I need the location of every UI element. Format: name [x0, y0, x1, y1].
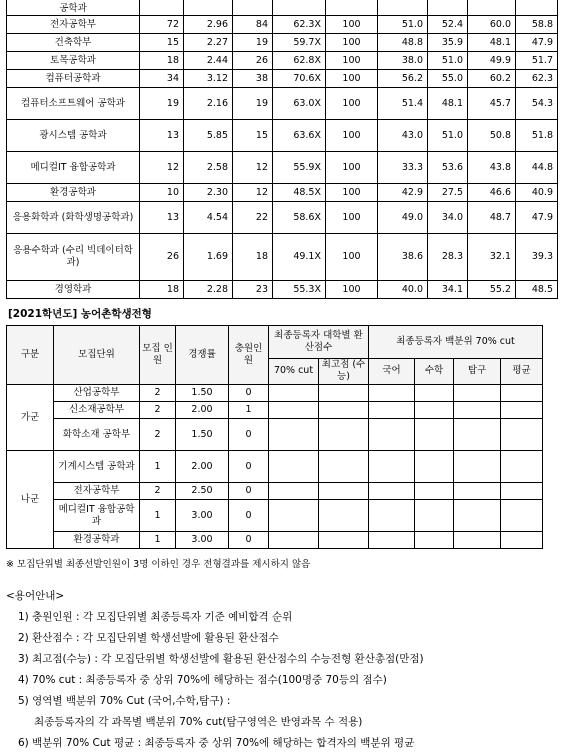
note: ※ 모집단위별 최종선발인원이 3명 이하인 경우 전형결과를 제시하지 않음: [6, 559, 311, 570]
cell-value: 19: [233, 34, 273, 52]
cell-value: 51.0: [378, 16, 428, 34]
cell-value: 28.3: [428, 234, 468, 281]
unit-name: 전자공학부: [54, 483, 140, 500]
table-row: [7, 532, 543, 549]
cell-value: 38.0: [378, 52, 428, 70]
ratio-value: 2.00: [176, 451, 229, 483]
section-title: [2021학년도] 농어촌학생전형: [8, 308, 152, 320]
cell-value: 63.6X: [273, 120, 326, 152]
cell-value: 100: [326, 34, 378, 52]
unit-name: 컴퓨터소프트웨어 공학과: [7, 88, 140, 120]
quota-value: 1: [140, 500, 176, 532]
ratio-value: 1.50: [176, 385, 229, 402]
cell-value: 15: [140, 34, 184, 52]
header-explore: 탐구: [454, 358, 501, 384]
table-row: [7, 483, 543, 500]
cell-value: 48.5X: [273, 184, 326, 202]
header-pct-cut: 최종등록자 백분위 70% cut: [369, 326, 543, 359]
unit-name: 기계시스템 공학과: [54, 451, 140, 483]
quota-value: 1: [140, 532, 176, 549]
table-row: [7, 419, 543, 451]
cell-value: 18: [140, 281, 184, 299]
cell-value: 2.16: [184, 88, 233, 120]
header-unit: 모집단위: [54, 326, 140, 385]
cell-value: 54.3: [516, 88, 558, 120]
cell-value: 43.8: [468, 152, 516, 184]
cell-value: 13: [140, 120, 184, 152]
unit-name: 신소재공학부: [54, 402, 140, 419]
empty-cell: [269, 402, 319, 419]
cell-value: [326, 0, 378, 16]
header-max: 최고점 (수능): [319, 358, 369, 384]
cell-value: 100: [326, 234, 378, 281]
cell-value: 22: [233, 202, 273, 234]
unit-name: 공학과: [7, 0, 140, 16]
table-row: [7, 402, 543, 419]
cell-value: 100: [326, 52, 378, 70]
quota-value: 2: [140, 483, 176, 500]
cell-value: 55.3X: [273, 281, 326, 299]
ratio-value: 2.00: [176, 402, 229, 419]
cell-value: [468, 0, 516, 16]
filled-value: 0: [229, 483, 269, 500]
guide-item: 2) 환산점수 : 각 모집단위별 학생선발에 활용된 환산점수: [18, 632, 279, 644]
unit-name: 화학소재 공학부: [54, 419, 140, 451]
cell-value: 100: [326, 281, 378, 299]
table-row: [7, 385, 543, 402]
cell-value: 27.5: [428, 184, 468, 202]
empty-cell: [369, 532, 415, 549]
empty-cell: [454, 483, 501, 500]
cell-value: 39.3: [516, 234, 558, 281]
guide-item: 최종등록자의 각 과목별 백분위 70% cut(탐구영역은 반영과목 수 적용): [34, 716, 363, 728]
cell-value: 26: [233, 52, 273, 70]
table-row: [7, 152, 558, 184]
empty-cell: [415, 532, 454, 549]
empty-cell: [369, 402, 415, 419]
cell-value: 51.4: [378, 88, 428, 120]
cell-value: 84: [233, 16, 273, 34]
cell-value: 18: [140, 52, 184, 70]
empty-cell: [415, 385, 454, 402]
quota-value: 2: [140, 402, 176, 419]
cell-value: 32.1: [468, 234, 516, 281]
table-row: [7, 16, 558, 34]
empty-cell: [501, 451, 543, 483]
ratio-value: 2.50: [176, 483, 229, 500]
unit-name: 토목공학과: [7, 52, 140, 70]
table-row: [7, 184, 558, 202]
unit-name: 산업공학부: [54, 385, 140, 402]
cell-value: 59.7X: [273, 34, 326, 52]
cell-value: 100: [326, 184, 378, 202]
empty-cell: [369, 419, 415, 451]
cell-value: 34.1: [428, 281, 468, 299]
cell-value: 19: [233, 88, 273, 120]
cell-value: 12: [233, 184, 273, 202]
results-table-continued: [6, 0, 558, 299]
cell-value: 53.6: [428, 152, 468, 184]
cell-value: 19: [140, 88, 184, 120]
ratio-value: 3.00: [176, 500, 229, 532]
cell-value: [516, 0, 558, 16]
cell-value: 38.6: [378, 234, 428, 281]
table-row: [7, 52, 558, 70]
table-row: [7, 70, 558, 88]
empty-cell: [501, 532, 543, 549]
empty-cell: [319, 385, 369, 402]
empty-cell: [454, 532, 501, 549]
cell-value: 18: [233, 234, 273, 281]
header-ratio: 경쟁률: [176, 326, 229, 385]
table-row: [7, 451, 543, 483]
empty-cell: [501, 402, 543, 419]
empty-cell: [369, 500, 415, 532]
cell-value: 2.27: [184, 34, 233, 52]
unit-name: 환경공학과: [7, 184, 140, 202]
cell-value: 2.58: [184, 152, 233, 184]
empty-cell: [319, 451, 369, 483]
cell-value: 12: [140, 152, 184, 184]
cell-value: [233, 0, 273, 16]
table-row: [7, 281, 558, 299]
cell-value: 33.3: [378, 152, 428, 184]
cell-value: 34.0: [428, 202, 468, 234]
unit-name: 환경공학과: [54, 532, 140, 549]
cell-value: 63.0X: [273, 88, 326, 120]
cell-value: 38: [233, 70, 273, 88]
cell-value: 45.7: [468, 88, 516, 120]
cell-value: 42.9: [378, 184, 428, 202]
ratio-value: 1.50: [176, 419, 229, 451]
group-label: 가군: [7, 385, 54, 451]
header-group: 구분: [7, 326, 54, 385]
empty-cell: [415, 419, 454, 451]
table-row: [7, 202, 558, 234]
guide-item: 5) 영역별 백분위 70% Cut (국어,수학,탐구) :: [18, 695, 231, 707]
empty-cell: [454, 500, 501, 532]
unit-name: 광시스템 공학과: [7, 120, 140, 152]
cell-value: 13: [140, 202, 184, 234]
empty-cell: [269, 385, 319, 402]
cell-value: 51.0: [428, 52, 468, 70]
guide-list: [18, 607, 424, 754]
table-row: [7, 0, 558, 16]
empty-cell: [501, 419, 543, 451]
cell-value: [184, 0, 233, 16]
empty-cell: [501, 483, 543, 500]
cell-value: 51.0: [428, 120, 468, 152]
cell-value: 49.1X: [273, 234, 326, 281]
cell-value: 58.8: [516, 16, 558, 34]
empty-cell: [415, 402, 454, 419]
cell-value: 4.54: [184, 202, 233, 234]
unit-name: 경영학과: [7, 281, 140, 299]
cell-value: 60.2: [468, 70, 516, 88]
cell-value: 60.0: [468, 16, 516, 34]
header-avg: 평균: [501, 358, 543, 384]
empty-cell: [319, 500, 369, 532]
ratio-value: 3.00: [176, 532, 229, 549]
empty-cell: [269, 451, 319, 483]
empty-cell: [269, 419, 319, 451]
cell-value: 35.9: [428, 34, 468, 52]
header-final-conv: 최종등록자 대학별 환산점수: [269, 326, 369, 359]
cell-value: 100: [326, 202, 378, 234]
empty-cell: [269, 532, 319, 549]
cell-value: 2.30: [184, 184, 233, 202]
guide-item: 1) 충원인원 : 각 모집단위별 최종등록자 기준 예비합격 순위: [18, 611, 293, 623]
cell-value: 55.0: [428, 70, 468, 88]
cell-value: 2.96: [184, 16, 233, 34]
cell-value: 55.2: [468, 281, 516, 299]
empty-cell: [369, 385, 415, 402]
cell-value: 100: [326, 88, 378, 120]
cell-value: 100: [326, 120, 378, 152]
empty-cell: [454, 451, 501, 483]
cell-value: 55.9X: [273, 152, 326, 184]
group-label: 나군: [7, 451, 54, 549]
table-row: [7, 34, 558, 52]
cell-value: 10: [140, 184, 184, 202]
guide-item: 3) 최고점(수능) : 각 모집단위별 학생선발에 활용된 환산점수의 수능전형 환산총점(만점): [18, 653, 424, 665]
cell-value: 40.0: [378, 281, 428, 299]
empty-cell: [501, 500, 543, 532]
guide-item: 4) 70% cut : 최종등록자 중 상위 70%에 해당하는 점수(100명중 70등의 점수): [18, 674, 387, 686]
cell-value: 100: [326, 152, 378, 184]
cell-value: 49.0: [378, 202, 428, 234]
empty-cell: [415, 451, 454, 483]
filled-value: 0: [229, 385, 269, 402]
cell-value: 51.7: [516, 52, 558, 70]
empty-cell: [269, 483, 319, 500]
table-row: [7, 500, 543, 532]
cell-value: 50.8: [468, 120, 516, 152]
empty-cell: [319, 402, 369, 419]
cell-value: 43.0: [378, 120, 428, 152]
cell-value: 47.9: [516, 202, 558, 234]
quota-value: 1: [140, 451, 176, 483]
empty-cell: [454, 419, 501, 451]
table-row: [7, 88, 558, 120]
quota-value: 2: [140, 419, 176, 451]
cell-value: 2.28: [184, 281, 233, 299]
cell-value: 48.1: [428, 88, 468, 120]
table-row: [7, 120, 558, 152]
cell-value: 26: [140, 234, 184, 281]
unit-name: 메디컬IT 융합공학과: [54, 500, 140, 532]
quota-value: 2: [140, 385, 176, 402]
empty-cell: [454, 402, 501, 419]
header-filled: 충원인 원: [229, 326, 269, 385]
filled-value: 0: [229, 419, 269, 451]
cell-value: 1.69: [184, 234, 233, 281]
filled-value: 0: [229, 500, 269, 532]
unit-name: 응용수학과 (수리 빅데이터학과): [7, 234, 140, 281]
header-quota: 모집 인원: [140, 326, 176, 385]
cell-value: 70.6X: [273, 70, 326, 88]
cell-value: 72: [140, 16, 184, 34]
cell-value: 100: [326, 16, 378, 34]
empty-cell: [319, 532, 369, 549]
cell-value: 56.2: [378, 70, 428, 88]
cell-value: 40.9: [516, 184, 558, 202]
filled-value: 1: [229, 402, 269, 419]
empty-cell: [319, 483, 369, 500]
empty-cell: [501, 385, 543, 402]
cell-value: 47.9: [516, 34, 558, 52]
cell-value: [273, 0, 326, 16]
unit-name: 전자공학부: [7, 16, 140, 34]
cell-value: 62.3: [516, 70, 558, 88]
cell-value: 51.8: [516, 120, 558, 152]
cell-value: 3.12: [184, 70, 233, 88]
cell-value: 12: [233, 152, 273, 184]
unit-name: 메디컬IT 융합공학과: [7, 152, 140, 184]
cell-value: 5.85: [184, 120, 233, 152]
unit-name: 응용화학과 (화학생명공학과): [7, 202, 140, 234]
cell-value: 48.7: [468, 202, 516, 234]
empty-cell: [319, 419, 369, 451]
guide-title: <용어안내>: [6, 590, 65, 602]
cell-value: [428, 0, 468, 16]
guide-item: 6) 백분위 70% Cut 평균 : 최종등록자 중 상위 70%에 해당하는 합격자의 백분위 평균: [18, 737, 415, 749]
header-cut70: 70% cut: [269, 358, 319, 384]
cell-value: 15: [233, 120, 273, 152]
cell-value: 52.4: [428, 16, 468, 34]
table-row: [7, 234, 558, 281]
header-kor: 국어: [369, 358, 415, 384]
cell-value: 49.9: [468, 52, 516, 70]
cell-value: 100: [326, 70, 378, 88]
filled-value: 0: [229, 532, 269, 549]
unit-name: 건축학부: [7, 34, 140, 52]
cell-value: 2.44: [184, 52, 233, 70]
cell-value: [378, 0, 428, 16]
empty-cell: [369, 483, 415, 500]
cell-value: [140, 0, 184, 16]
cell-value: 62.3X: [273, 16, 326, 34]
cell-value: 48.8: [378, 34, 428, 52]
cell-value: 62.8X: [273, 52, 326, 70]
rural-admission-table: [6, 325, 543, 549]
empty-cell: [415, 500, 454, 532]
cell-value: 46.6: [468, 184, 516, 202]
cell-value: 48.1: [468, 34, 516, 52]
filled-value: 0: [229, 451, 269, 483]
empty-cell: [269, 500, 319, 532]
empty-cell: [369, 451, 415, 483]
cell-value: 34: [140, 70, 184, 88]
cell-value: 58.6X: [273, 202, 326, 234]
empty-cell: [415, 483, 454, 500]
empty-cell: [454, 385, 501, 402]
cell-value: 23: [233, 281, 273, 299]
header-math: 수학: [415, 358, 454, 384]
unit-name: 컴퓨터공학과: [7, 70, 140, 88]
cell-value: 44.8: [516, 152, 558, 184]
cell-value: 48.5: [516, 281, 558, 299]
